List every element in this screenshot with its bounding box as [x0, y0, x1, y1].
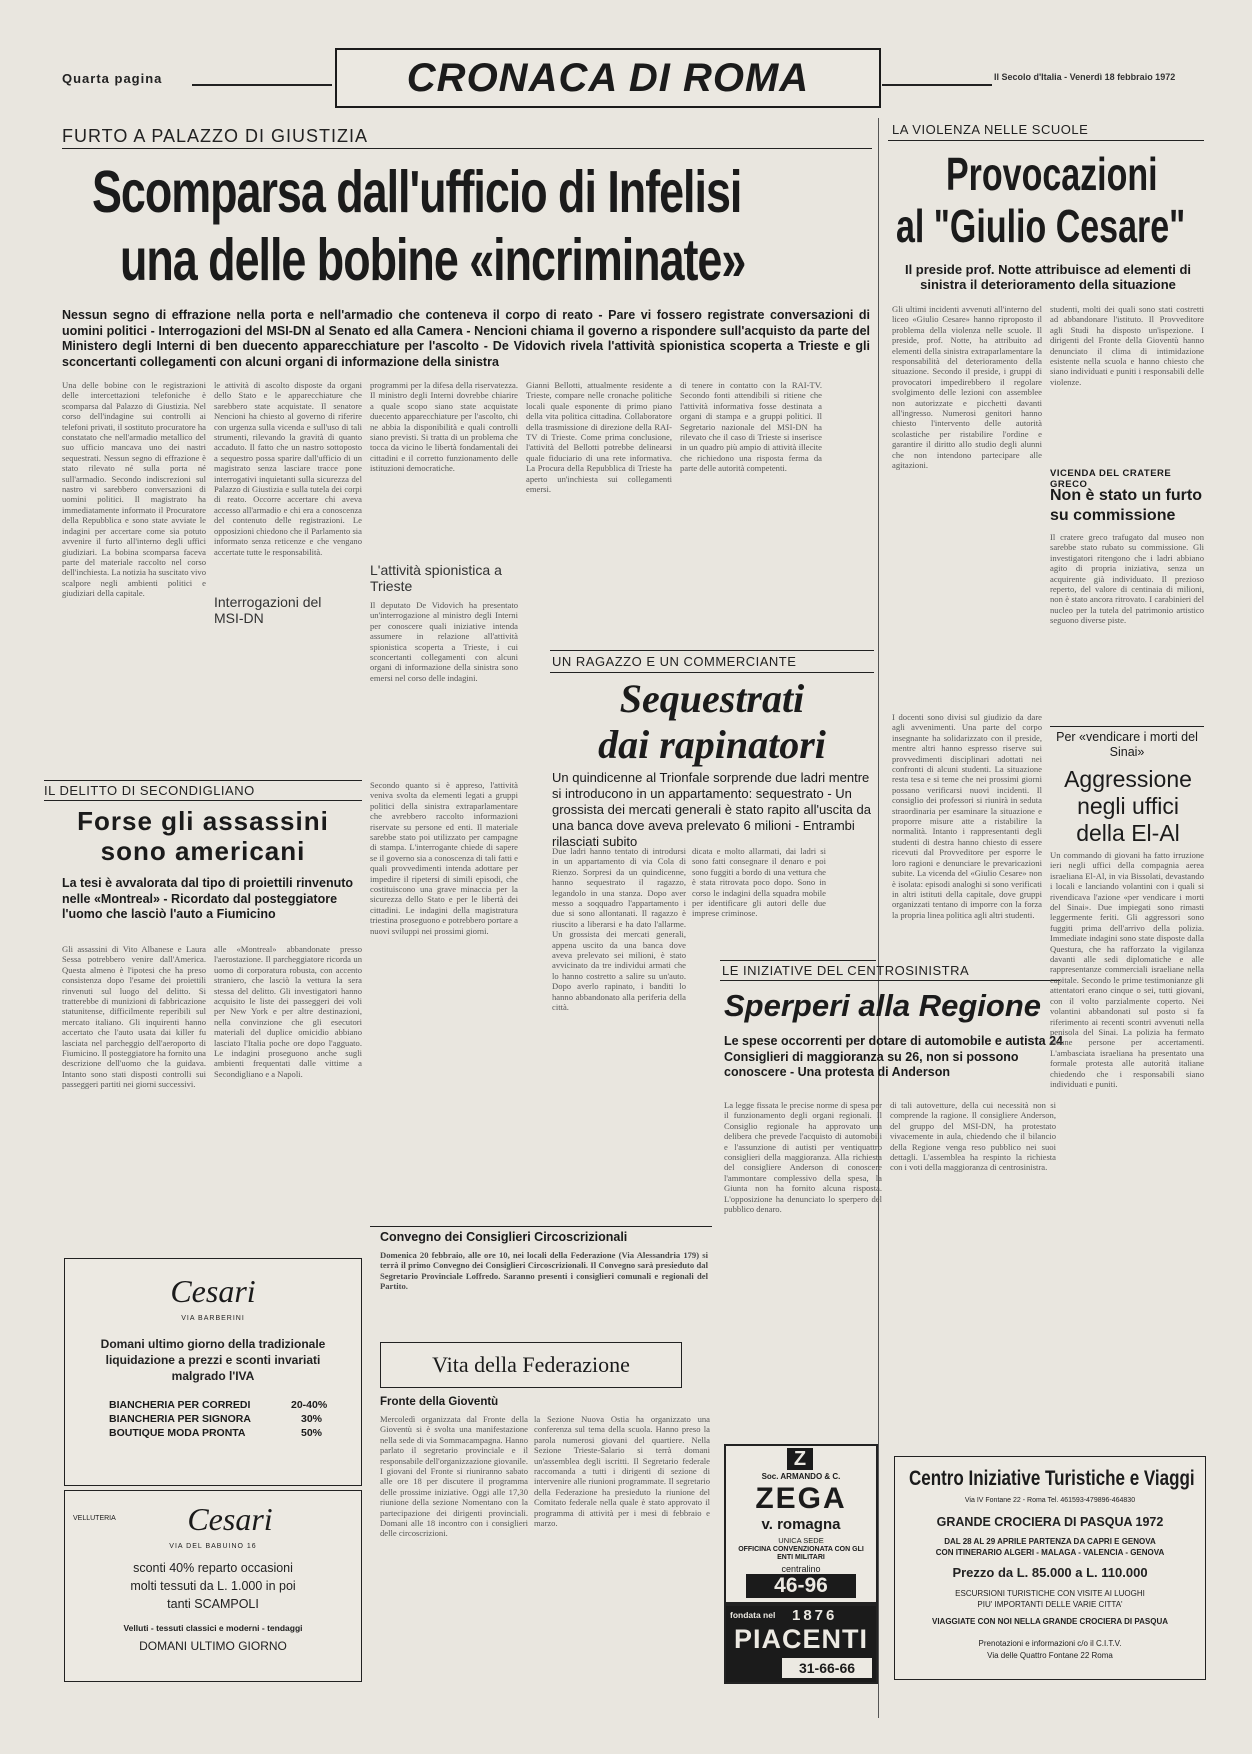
zega-street: v. romagna: [761, 1516, 841, 1533]
school-body-col-2: studenti, molti dei quali sono stati costretti ad abbandonare l'istituto. Il Provveditore agli Studi ha disposto un'ispezione. I dirigenti del Fronte della Gioventù hanno denunciato il clima di intimidazione esistente nella scuola e hanno chiesto che siano individuati e puniti i responsabili delle violenze.: [1050, 304, 1204, 387]
cesari-row-3-value: 50%: [301, 1427, 323, 1439]
cesari-row-2-label: BIANCHERIA PER SIGNORA: [109, 1413, 251, 1425]
school-body-col-1: Gli ultimi incidenti avvenuti all'interno del liceo «Giulio Cesare» hanno riproposto il problema della violenza nelle scuole. Il preside, prof. Notte, ha attribuito ad elementi della sinistra extraparlamentare la responsabilità del deterioramento della situazione. Secondo il preside, i gruppi di provocatori impedirebbero il regolare svolgimento delle lezioni con assemblee non autorizzate e picchetti davanti all'ingresso. Numerosi genitori hanno chiesto l'intervento delle autorità scolastiche per ristabilire l'ordine e garantire il diritto allo studio degli alunni che non intendono partecipare alle agitazioni.: [892, 304, 1042, 471]
travel-info-1: Prenotazioni e informazioni c/o il C.I.T.V.: [978, 1639, 1122, 1648]
piacenti-brand: PIACENTI: [733, 1624, 868, 1654]
lead-deck: Nessun segno di effrazione nella porta e nell'armadio che conteneva il corpo di reato - Pare vi fossero registrate conversazioni di uomini politici - Interrogazioni del MSI-DN al Senato ed alla Camera - Nencioni chiama il governo a rispondere sull'acquisto da parte del Ministero degli Interni di ben duecento apparecchiature per l'ascolto - De Vidovich rivela l'attività spionistica scoperta a Trieste e gli sconcertanti collegamenti con alcuni organi di informazione della sinistra: [62, 308, 870, 369]
cesari-ad-1: [64, 1258, 362, 1486]
convegno-top-rule: [370, 1226, 712, 1227]
school-kicker-rule: [888, 140, 1204, 141]
caravaggio-kicker: VICENDA DEL CRATERE GRECO: [1050, 468, 1172, 490]
second-body-col-1: Gli assassini di Vito Albanese e Laura Sessa potrebbero venire dall'America. Questa almeno è l'ipotesi che ha preso consistenza dopo l'esame dei proiettili rinvenuti sul luogo del delitto. Si tratterebbe di munizioni di fabbricazione statunitense, difficilmente reperibili sul mercato italiano. Gli inquirenti hanno accertato che l'auto usata dai killer fu lasciata nel parcheggio dell'aeroporto di Fiumicino. Il posteggiatore ha fornito una descrizione dell'uomo che la guidava. Intanto sono stati disposti controlli sui passeggeri partiti nei giorni successivi.: [62, 944, 206, 1090]
lead-kicker: FURTO A PALAZZO DI GIUSTIZIA: [62, 126, 369, 146]
zega-note-1: UNICA SEDE: [778, 1536, 824, 1545]
region-kicker: LE INIZIATIVE DEL CENTROSINISTRA: [722, 963, 970, 978]
school-kicker: LA VIOLENZA NELLE SCUOLE: [892, 122, 1089, 137]
cesari-ad-2: [64, 1490, 362, 1682]
cesari-row-3-label: BOUTIQUE MODA PRONTA: [109, 1427, 246, 1439]
cesari-address-2: VIA DEL BABUINO 16: [169, 1543, 257, 1550]
region-body-col-1: La legge fissata le precise norme di spesa per il funzionamento degli organi regionali. Il Consiglio regionale ha approvato una delibera che prevede l'acquisto di automobili e l'assunzione di autisti per ventiquattro consiglieri della maggioranza. Alla richiesta del consigliere Anderson di conoscere l'ammontare complessivo della spesa, la Giunta non ha fornito alcuna risposta. L'opposizione ha denunciato lo sperpero del pubblico denaro.: [724, 1100, 882, 1215]
cesari-line-1: Domani ultimo giorno della tradizionale: [100, 1337, 326, 1351]
piacenti-founded-label: fondata nel: [730, 1610, 776, 1620]
federazione-body-col-1: Mercoledì organizzata dal Fronte della Gioventù si è svolta una manifestazione nella sede di via Sommacampagna. Hanno parlato il segretario provinciale e il responsabile dell'organizzazione giovanile. I giovani del Fronte si riuniranno sabato alle ore 18 per discutere il programma delle prossime iniziative. Oggi alle 17,30 riunione della sezione Nomentano con la partecipazione dei dirigenti provinciali. Domani alle 18 incontro con i consiglieri delle circoscrizioni.: [380, 1414, 528, 1539]
travel-slogan: VIAGGIATE CON NOI NELLA GRANDE CROCIERA DI PASQUA: [931, 1617, 1168, 1626]
convegno-title: Convegno dei Consiglieri Circoscrizionali: [380, 1230, 628, 1244]
school-headline-2: al "Giulio Cesare": [896, 201, 1186, 253]
robbery-body-col-1: Due ladri hanno tentato di introdursi in un appartamento di via Cola di Rienzo. Sorpresi da un quindicenne, hanno sequestrato il ragazzo, legandolo in una stanza. Dopo aver messo a soqquadro l'appartamento i due si sono allontanati. Il ragazzo è riuscito a liberarsi e ha dato l'allarme. Un grossista dei mercati generali, appena uscito da una banca dove aveva prelevato sei milioni, è stato avvicinato da tre individui armati che lo hanno costretto a salire su un'auto. Dopo averlo rapinato, i banditi lo hanno abbandonato alla periferia della città.: [552, 846, 686, 1013]
second-deck: La tesi è avvalorata dal tipo di proiettili rinvenuto nelle «Montreal» - Ricordato dal posteggiatore l'uomo che lasciò l'auto a Fiumicino: [62, 876, 354, 921]
lead-kicker-rule: [62, 148, 872, 149]
school-headline-1: Provocazioni: [946, 149, 1158, 201]
travel-info-2: Via delle Quattro Fontane 22 Roma: [987, 1651, 1113, 1660]
cesari-address-1: VIA BARBERINI: [181, 1315, 245, 1322]
zega-phone-label: centralino: [781, 1564, 821, 1574]
cesari-logo-2: Cesari: [187, 1501, 273, 1537]
lead-body-col-3c: Secondo quanto si è appreso, l'attività veniva svolta da elementi legati a gruppi politici della sinistra extraparlamentare che avrebbero raccolto informazioni riservate su persone ed enti. Il materiale sarebbe stato poi utilizzato per campagne di stampa. L'interrogante chiede di sapere se il governo sia a conoscenza di tali fatti e quali provvedimenti intenda adottare per impedire il ripetersi di simili episodi, che costituiscono una grave minaccia per la sicurezza dello Stato e per le libertà dei cittadini. Le indagini della magistratura triestina proseguono e potrebbero portare a nuovi sviluppi nei prossimi giorni.: [370, 780, 518, 936]
elal-body-col: Un commando di giovani ha fatto irruzione ieri negli uffici della compagnia aerea israeliana El-Al, in via Bissolati, devastando i locali e lanciando volantini con i quali si rivendicava l'azione «per vendicare i morti del Sinai». Due impiegati sono rimasti leggermente feriti. Gli aggressori sono fuggiti prima dell'arrivo della polizia. Immediate indagini sono state disposte dalla Questura, che ha rafforzato la vigilanza davanti alle sedi diplomatiche e alle rappresentanze commerciali israeliane nella capitale. Secondo le prime testimonianze gli attentatori erano cinque o sei, tutti giovani, con il volto parzialmente coperto. Nei volantini abbandonati sul posto si fa riferimento ai recenti scontri avvenuti nella penisola del Sinai. La polizia ha fermato alcune persone per accertamenti. L'ambasciata israeliana ha presentato una formale protesta alle autorità italiane chiedendo che i responsabili siano individuati e puniti.: [1050, 850, 1204, 1089]
cesari-line-3: malgrado l'IVA: [171, 1369, 255, 1383]
travel-ad: [894, 1456, 1206, 1680]
lead-subhead-2: L'attività spionistica a Trieste: [370, 562, 502, 594]
lead-body-col-3: programmi per la difesa della riservatezza. Il ministro degli Interni dovrebbe chiarire a quale scopo siano state acquistate duecento apparecchiature per l'ascolto, chi ne abbia la disponibilità e quali controlli siano previsti. Si tratta di un problema che tocca da vicino le libertà fondamentali dei cittadini e il corretto funzionamento delle istituzioni democratiche.: [370, 380, 518, 474]
cesari-2-line-3: tanti SCAMPOLI: [167, 1597, 259, 1611]
elal-top-rule: [1050, 726, 1204, 727]
zega-z-badge: Z: [787, 1448, 813, 1470]
piacenti-phone: 31-66-66: [782, 1658, 872, 1678]
masthead-title: CRONACA DI ROMA: [406, 56, 810, 100]
cesari-2-line-4: Velluti - tessuti classici e moderni - tendaggi: [123, 1623, 303, 1633]
second-story-top-rule: [44, 780, 362, 781]
caravaggio-headline: Non è stato un furto su commissione: [1050, 487, 1202, 524]
elal-kicker: Per «vendicare i morti del Sinai»: [1056, 730, 1198, 759]
masthead-rule-right: [882, 84, 992, 86]
robbery-kicker-rule: [550, 672, 874, 673]
travel-dates: DAL 28 AL 29 APRILE PARTENZA DA CAPRI E GENOVA: [944, 1537, 1156, 1546]
federazione-title: Vita della Federazione: [432, 1352, 630, 1377]
convegno-body: Domenica 20 febbraio, alle ore 10, nei locali della Federazione (Via Alessandria 179) si terrà il primo Convegno dei Consiglieri Circoscrizionali. Il Convegno sarà presieduto dal Segretario Provinciale Loffredo. Saranno presenti i consiglieri comunali e regionali del Partito.: [380, 1250, 708, 1292]
lead-subhead-1: Interrogazioni del MSI-DN: [214, 594, 322, 626]
robbery-kicker: UN RAGAZZO E UN COMMERCIANTE: [552, 654, 797, 669]
cesari-logo-1: Cesari: [170, 1273, 256, 1309]
travel-headline: GRANDE CROCIERA DI PASQUA 1972: [936, 1515, 1164, 1529]
cesari-prefix-2: VELLUTERIA: [73, 1515, 116, 1522]
travel-tours-2: PIU' IMPORTANTI DELLE VARIE CITTA': [977, 1600, 1123, 1609]
cesari-line-2: liquidazione a prezzi e sconti invariati: [105, 1353, 321, 1367]
lead-body-col-4: Gianni Bellotti, attualmente residente a Trieste, compare nelle cronache politiche locali quale esponente di primo piano della vita politica cittadina. Collaboratore della trasmissione di direzione della RAI-TV di Trieste. Come prima conclusione, l'attività del Bellotti potrebbe delinearsi quale fiduciario di una rete informativa. La Procura della Repubblica di Trieste ha aperto un'inchiesta sui collegamenti emersi.: [526, 380, 672, 495]
cesari-row-1-value: 20-40%: [291, 1399, 328, 1411]
masthead-rule-left: [192, 84, 332, 86]
second-headline: Forse gli assassini sono americani: [77, 806, 329, 866]
school-deck: Il preside prof. Notte attribuisce ad elementi di sinistra il deterioramento della situazione: [904, 262, 1192, 292]
piacenti-founded: 1876: [792, 1607, 838, 1624]
travel-price: Prezzo da L. 85.000 a L. 110.000: [952, 1565, 1148, 1580]
travel-address: Via IV Fontane 22 - Roma Tel. 461593-479896-464830: [964, 1497, 1136, 1504]
cesari-row-2-value: 30%: [301, 1413, 323, 1425]
zega-ad: [724, 1444, 878, 1604]
robbery-top-rule: [550, 650, 874, 651]
zega-phone: 46-96: [746, 1574, 856, 1598]
masthead-title-box: [335, 48, 881, 108]
dateline: Il Secolo d'Italia - Venerdì 18 febbraio 1972: [994, 72, 1176, 82]
zega-brand: ZEGA: [755, 1482, 847, 1515]
region-body-col-2: di tali autovetture, della cui necessità non si comprende la ragione. Il consigliere Anderson, del gruppo del MSI-DN, ha protestato vivacemente in aula, chiedendo che il bilancio della Regione venga reso pubblico nei suoi dettagli. L'assemblea ha respinto la richiesta con i voti della maggioranza di centrosinistra.: [890, 1100, 1056, 1173]
lead-body-col-2: le attività di ascolto disposte da organi dello Stato e le apparecchiature che sarebbero state acquistate. Il senatore Nencioni ha chiesto al governo di riferire con urgenza sulla vicenda e sull'uso di tali strumenti, rilevando la gravità di quanto accaduto. Il fatto che un nastro sottoposto a sequestro possa sparire dall'ufficio di un magistrato senza lasciare tracce pone interrogativi inquietanti sulla sicurezza del Palazzo di Giustizia e sulla tutela dei corpi di reato. Occorre accertare chi aveva accesso all'armadio e chi era a conoscenza del contenuto delle registrazioni. Le opposizioni chiedono che il Parlamento sia informato senza reticenze e che vengano accertate tutte le responsabilità.: [214, 380, 362, 557]
travel-itinerary: CON ITINERARIO ALGERI - MALAGA - VALENCIA - GENOVA: [935, 1548, 1165, 1557]
piacenti-ad: [724, 1604, 878, 1684]
cesari-2-line-1: sconti 40% reparto occasioni: [133, 1561, 293, 1575]
second-body-col-2: alle «Montreal» abbandonate presso l'aerostazione. Il parcheggiatore ricorda un uomo di corporatura robusta, con accento straniero, che lasciò la vettura la sera stessa del delitto. Gli investigatori hanno acquisito le liste dei passeggeri dei voli per New York e per altre destinazioni, nella convinzione che gli esecutori materiali del duplice omicidio abbiano lasciato l'Italia poche ore dopo l'agguato. Le indagini proseguono anche sugli ambienti frequentati dalle vittime a Secondigliano e a Napoli.: [214, 944, 362, 1079]
federazione-body-col-2: la Sezione Nuova Ostia ha organizzato una conferenza sul tema della scuola. Hanno preso la parola numerosi giovani del quartiere. Nella Sezione Trieste-Salario si terrà domani un'assemblea degli iscritti. Il Segretario federale raccomanda a tutti i dirigenti di sezione di intervenire alle riunioni programmate. Il segretario della Federazione ha presieduto la riunione del Comitato federale nella quale è stato approvato il programma di attività per i mesi di febbraio e marzo.: [534, 1414, 710, 1529]
zega-owner: Soc. ARMANDO & C.: [761, 1472, 841, 1481]
cesari-2-line-2: molti tessuti da L. 1.000 in poi: [130, 1579, 296, 1593]
travel-title: Centro Iniziative Turistiche e Viaggi: [909, 1466, 1195, 1490]
robbery-headline-2: dai rapinatori: [598, 722, 826, 767]
cesari-row-1-label: BIANCHERIA PER CORREDI: [109, 1399, 251, 1411]
robbery-deck: Un quindicenne al Trionfale sorprende due ladri mentre si introducono in un appartamento: sequestrato - Un grossista dei mercati generali è stato rapito all'uscita da una banca dove aveva prelevato 6 milioni - Entrambi rilasciati subito: [552, 770, 871, 849]
robbery-body-col-2: dicata e molto allarmati, dai ladri si sono fatti consegnare il denaro e poi sono fuggiti a bordo di una vettura che è stata ritrovata poco dopo. Sono in corso le indagini della squadra mobile per identificare gli autori delle due imprese criminose.: [692, 846, 826, 919]
lead-body-col-3b: Il deputato De Vidovich ha presentato un'interrogazione al ministro degli Interni per conoscere quali iniziative intenda assumere in relazione all'attività spionistica scoperta a Trieste, i cui sconcertanti collegamenti con alcuni organi di informazione della sinistra sono emersi nel corso delle indagini.: [370, 600, 518, 683]
section-label: Quarta pagina: [62, 71, 163, 86]
region-headline: Sperperi alla Regione: [724, 988, 1041, 1023]
travel-tours-1: ESCURSIONI TURISTICHE CON VISITE AI LUOGHI: [955, 1589, 1145, 1598]
lead-headline-line-1: Scomparsa dall'ufficio di Infelisi: [92, 159, 742, 226]
region-deck: Le spese occorrenti per dotare di automobile e autista 24 Consiglieri di maggioranza su 26, non si possono conoscere - Una protesta di Anderson: [724, 1034, 1063, 1079]
cesari-2-line-5: DOMANI ULTIMO GIORNO: [139, 1639, 287, 1653]
school-body-col-1b: I docenti sono divisi sul giudizio da dare agli avvenimenti. Una parte del corpo insegnante ha solidarizzato con il preside, mentre altri hanno espresso riserve sui provvedimenti disciplinari adottati nei confronti di alcuni studenti. La situazione resta tesa e si teme che nei prossimi giorni possano verificarsi nuovi incidenti. Il consiglio dei professori si riunirà in seduta straordinaria per esaminare la situazione e proporre misure atte a ristabilire la normalità. Intanto i rappresentanti degli studenti di destra hanno chiesto di essere ricevuti dal Provveditore per esporre le loro ragioni e denunciare le prevaricazioni subite. La vicenda del «Giulio Cesare» non è isolata: episodi analoghi si sono verificati in altri istituti della capitale, dove gruppi organizzati tentano di imporre con la forza la propria linea politica agli altri studenti.: [892, 712, 1042, 920]
elal-headline: Aggressione negli uffici della El-Al: [1064, 766, 1192, 846]
second-kicker-rule: [44, 800, 362, 801]
federazione-subtitle: Fronte della Gioventù: [380, 1396, 499, 1408]
federazione-title-box: [380, 1342, 682, 1388]
lead-body-col-5: di tenere in contatto con la RAI-TV. Secondo fonti attendibili si ritiene che l'attività informativa fosse destinata a organi di stampa e a gruppi politici. Il Segretario nazionale del MSI-DN ha rilevato che il caso di Trieste si inserisce in un quadro più ampio di attività illecite che richiedono una risposta ferma da parte delle autorità competenti.: [680, 380, 822, 474]
right-column-rule: [878, 118, 879, 1718]
caravaggio-body: Il cratere greco trafugato dal museo non sarebbe stato rubato su commissione. Gli investigatori ritengono che i ladri abbiano agito di propria iniziativa, senza un acquirente già individuato. Il prezioso reperto, del valore di centinaia di milioni, non è stato ancora ritrovato. I carabinieri del nucleo per la tutela del patrimonio artistico seguono diverse piste.: [1050, 532, 1204, 626]
zega-note-2: OFFICINA CONVENZIONATA CON GLI ENTI MILITARI: [738, 1546, 864, 1561]
second-kicker: IL DELITTO DI SECONDIGLIANO: [44, 783, 255, 798]
robbery-headline-1: Sequestrati: [619, 676, 805, 721]
lead-headline-line-2: una delle bobine «incriminate»: [120, 227, 746, 294]
region-top-rule: [720, 960, 876, 961]
lead-body-col-1: Una delle bobine con le registrazioni delle intercettazioni telefoniche è scomparsa dal Palazzo di Giustizia. Nel corso dell'indagine sui controlli ai telefoni privati, il sostituto procuratore ha constatato che nell'armadio metallico del suo ufficio mancava uno dei nastri sequestrati. Nessun segno di effrazione è stato rilevato né sulla porta né sull'armadio. Secondo indiscrezioni sul nastro vi sarebbero conversazioni di uomini politici. Il magistrato ha immediatamente informato il Procuratore della Repubblica e sono state avviate le indagini per accertare come sia potuto avvenire il furto all'interno degli uffici giudiziari. La bobina scomparsa faceva parte del materiale raccolto nel corso dell'inchiesta. La notizia ha suscitato vivo scalpore negli ambienti politici e giudiziari della capitale.: [62, 380, 206, 599]
